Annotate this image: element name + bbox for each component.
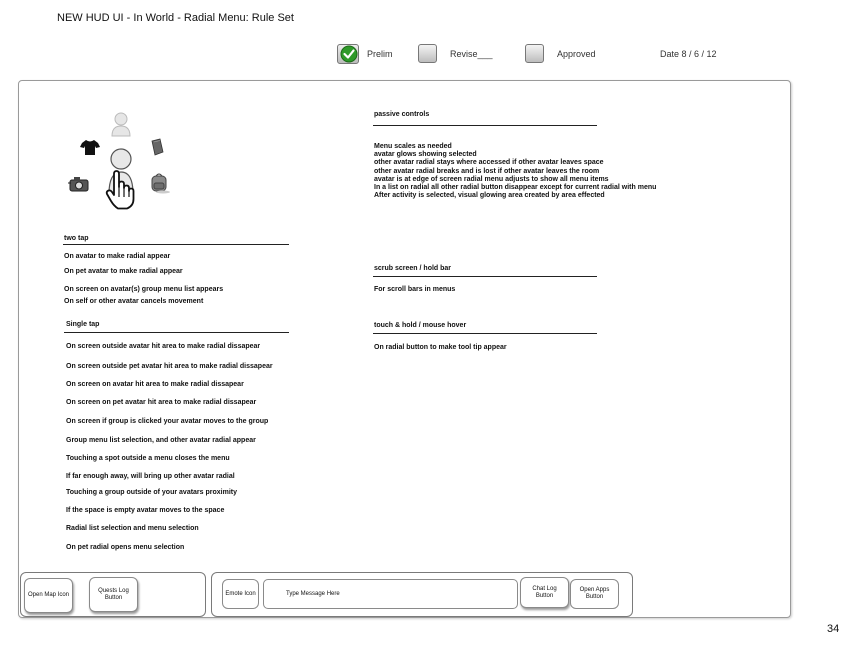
- scrub-divider: [373, 276, 597, 277]
- list-item: If far enough away, will bring up other avatar radial: [66, 473, 235, 480]
- avatar-icon[interactable]: [110, 111, 132, 137]
- quests-log-button[interactable]: Quests Log Button: [89, 577, 138, 612]
- scrub-header: scrub screen / hold bar: [374, 265, 452, 272]
- radial-menu-illustration: [65, 108, 175, 218]
- list-item: Touching a group outside of your avatars proximity: [66, 489, 238, 496]
- camera-icon[interactable]: [68, 174, 92, 192]
- touch-hold-divider: [373, 333, 597, 334]
- book-icon[interactable]: [149, 138, 167, 156]
- list-item: avatar glows showing selected: [374, 151, 477, 159]
- backpack-icon[interactable]: [149, 172, 171, 194]
- list-item: Group menu list selection, and other avatar radial appear: [66, 437, 256, 444]
- list-item: On avatar to make radial appear: [64, 253, 171, 260]
- message-input[interactable]: Type Message Here: [263, 579, 518, 609]
- list-item: On pet radial opens menu selection: [66, 544, 185, 551]
- passive-divider: [373, 125, 597, 126]
- list-item: other avatar radial stays where accessed if other avatar leaves space: [374, 159, 604, 167]
- list-item: If the space is empty avatar moves to the space: [66, 507, 225, 514]
- list-item: On screen outside pet avatar hit area to make radial dissapear: [66, 363, 273, 370]
- list-item: On pet avatar to make radial appear: [64, 268, 183, 275]
- shirt-icon[interactable]: [80, 139, 100, 155]
- list-item: avatar is at edge of screen radial menu adjusts to show all menu items: [374, 175, 609, 183]
- passive-controls-list: [374, 143, 656, 200]
- open-apps-button[interactable]: Open Apps Button: [570, 579, 619, 609]
- check-icon: [337, 44, 359, 64]
- date-label: Date 8 / 6 / 12: [660, 49, 717, 59]
- list-item: In a list on radial all other radial button disappear except for current radial with menu: [374, 184, 657, 192]
- touch-hold-header: touch & hold / mouse hover: [374, 322, 467, 329]
- single-tap-divider: [64, 332, 289, 333]
- approved-label: Approved: [557, 49, 596, 59]
- list-item: Touching a spot outside a menu closes the menu: [66, 455, 230, 462]
- page-title: NEW HUD UI - In World - Radial Menu: Rule Set: [57, 12, 294, 24]
- two-tap-divider: [63, 244, 289, 245]
- hand-cursor-icon: [105, 170, 135, 210]
- page-number: 34: [827, 623, 840, 635]
- prelim-label: Prelim: [367, 49, 393, 59]
- approved-checkbox[interactable]: [525, 44, 544, 63]
- list-item: On screen if group is clicked your avatar moves to the group: [66, 418, 269, 425]
- prelim-checkbox[interactable]: [337, 44, 359, 64]
- list-item: Menu scales as needed: [374, 143, 452, 150]
- passive-controls-header: passive controls: [374, 111, 430, 118]
- list-item: On screen on avatar hit area to make radial dissapear: [66, 381, 244, 388]
- list-item: On radial button to make tool tip appear: [374, 344, 507, 351]
- single-tap-header: Single tap: [66, 321, 100, 328]
- emote-button[interactable]: Emote Icon: [222, 579, 259, 609]
- list-item: After activity is selected, visual glowing area created by area effected: [374, 192, 605, 200]
- chat-log-button[interactable]: Chat Log Button: [520, 577, 569, 608]
- open-map-button[interactable]: Open Map Icon: [24, 578, 73, 613]
- list-item: other avatar radial breaks and is lost if other avatar leaves the room: [374, 167, 600, 175]
- list-item: On self or other avatar cancels movement: [64, 298, 204, 305]
- list-item: For scroll bars in menus: [374, 286, 456, 293]
- revise-checkbox[interactable]: [418, 44, 437, 63]
- list-item: On screen on pet avatar hit area to make radial dissapear: [66, 399, 257, 406]
- list-item: Radial list selection and menu selection: [66, 525, 199, 532]
- two-tap-header: two tap: [64, 235, 89, 242]
- revise-label: Revise___: [450, 49, 493, 59]
- list-item: On screen outside avatar hit area to make radial dissapear: [66, 343, 261, 350]
- list-item: On screen on avatar(s) group menu list appears: [64, 286, 224, 293]
